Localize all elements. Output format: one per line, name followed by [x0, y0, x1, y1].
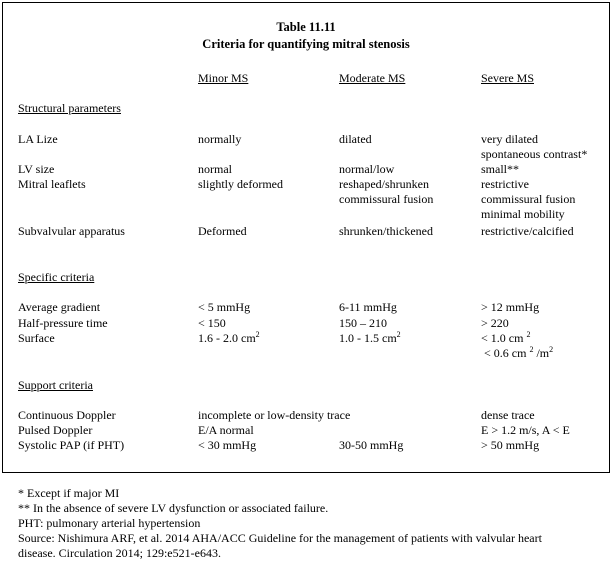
cell-average-gradient-minor: < 5 mmHg [198, 300, 251, 314]
cell-line: reshaped/shrunken [339, 177, 429, 191]
superscript: 2 [549, 345, 554, 354]
cell-subvalvular-severe: restrictive/calcified [481, 224, 574, 238]
row-label-surface: Surface [18, 331, 55, 345]
cell-value-suffix: /m [533, 346, 550, 360]
table-title: Criteria for quantifying mitral stenosis [202, 37, 410, 51]
footnote: Source: Nishimura ARF, et al. 2014 AHA/ACC Guideline for the management of patients with valvular heart [18, 531, 542, 545]
superscript: 2 [526, 330, 531, 339]
cell-line: commissural fusion [481, 192, 576, 206]
section-heading-structural: Structural parameters [18, 101, 121, 115]
footnote: PHT: pulmonary arterial hypertension [18, 516, 201, 530]
cell-line: restrictive [481, 177, 529, 191]
row-label-pulsed-doppler: Pulsed Doppler [18, 423, 93, 437]
cell-line: minimal mobility [481, 207, 565, 221]
cell-continuous-doppler-severe: dense trace [481, 408, 535, 422]
row-label-lv-size: LV size [18, 162, 55, 176]
cell-line: very dilated [481, 132, 538, 146]
cell-pulsed-doppler-severe: E > 1.2 m/s, A < E [481, 423, 570, 437]
column-header-moderate: Moderate MS [339, 71, 406, 85]
row-label-mitral-leaflets: Mitral leaflets [18, 177, 86, 191]
cell-value: 1.6 - 2.0 cm [198, 331, 256, 345]
footnote: disease. Circulation 2014; 129:e521-e643. [18, 546, 221, 560]
section-heading-specific: Specific criteria [18, 270, 95, 284]
row-label-systolic-pap: Systolic PAP (if PHT) [18, 438, 125, 452]
cell-lv-size-moderate: normal/low [339, 162, 395, 176]
cell-subvalvular-minor: Deformed [198, 224, 247, 238]
row-label-la-size: LA Lize [18, 132, 58, 146]
cell-value: 1.0 - 1.5 cm [339, 331, 397, 345]
row-label-subvalvular: Subvalvular apparatus [18, 224, 125, 238]
cell-subvalvular-moderate: shrunken/thickened [339, 224, 433, 238]
footnote: * Except if major MI [18, 486, 120, 500]
superscript: 2 [255, 330, 260, 339]
cell-la-size-moderate: dilated [339, 132, 372, 146]
cell-surface-severe [481, 331, 553, 361]
row-label-average-gradient: Average gradient [18, 300, 101, 314]
section-heading-support: Support criteria [18, 378, 93, 392]
column-header-severe: Severe MS [481, 71, 534, 85]
cell-value: < 0.6 cm [484, 346, 527, 360]
cell-half-pressure-minor: < 150 [198, 316, 226, 330]
cell-surface-moderate [339, 331, 401, 346]
cell-value: < 1.0 cm [481, 331, 524, 345]
cell-line [481, 346, 553, 361]
cell-mitral-leaflets-severe [481, 177, 575, 222]
cell-half-pressure-severe: > 220 [481, 316, 509, 330]
footnote: ** In the absence of severe LV dysfunction or associated failure. [18, 501, 329, 515]
cell-half-pressure-moderate: 150 – 210 [339, 316, 387, 330]
cell-systolic-pap-severe: > 50 mmHg [481, 438, 540, 452]
superscript: 2 [396, 330, 401, 339]
cell-mitral-leaflets-moderate [339, 177, 433, 207]
cell-surface-minor [198, 331, 260, 346]
column-header-minor: Minor MS [198, 71, 249, 85]
cell-la-size-minor: normally [198, 132, 242, 146]
cell-la-size-severe [481, 132, 587, 162]
superscript: 2 [529, 345, 534, 354]
cell-pulsed-doppler-minor: E/A normal [198, 423, 254, 437]
cell-continuous-doppler-minor: incomplete or low-density trace [198, 408, 351, 422]
cell-average-gradient-moderate: 6-11 mmHg [339, 300, 397, 314]
cell-lv-size-minor: normal [198, 162, 232, 176]
table-number: Table 11.11 [276, 20, 336, 34]
row-label-half-pressure-time: Half-pressure time [18, 316, 108, 330]
cell-line [481, 331, 553, 346]
row-label-continuous-doppler: Continuous Doppler [18, 408, 116, 422]
cell-lv-size-severe: small** [481, 162, 519, 176]
footnotes [18, 486, 608, 561]
cell-systolic-pap-moderate: 30-50 mmHg [339, 438, 404, 452]
cell-line: spontaneous contrast* [481, 147, 588, 161]
cell-average-gradient-severe: > 12 mmHg [481, 300, 540, 314]
cell-line: commissural fusion [339, 192, 434, 206]
cell-systolic-pap-minor: < 30 mmHg [198, 438, 257, 452]
cell-mitral-leaflets-minor: slightly deformed [198, 177, 283, 191]
